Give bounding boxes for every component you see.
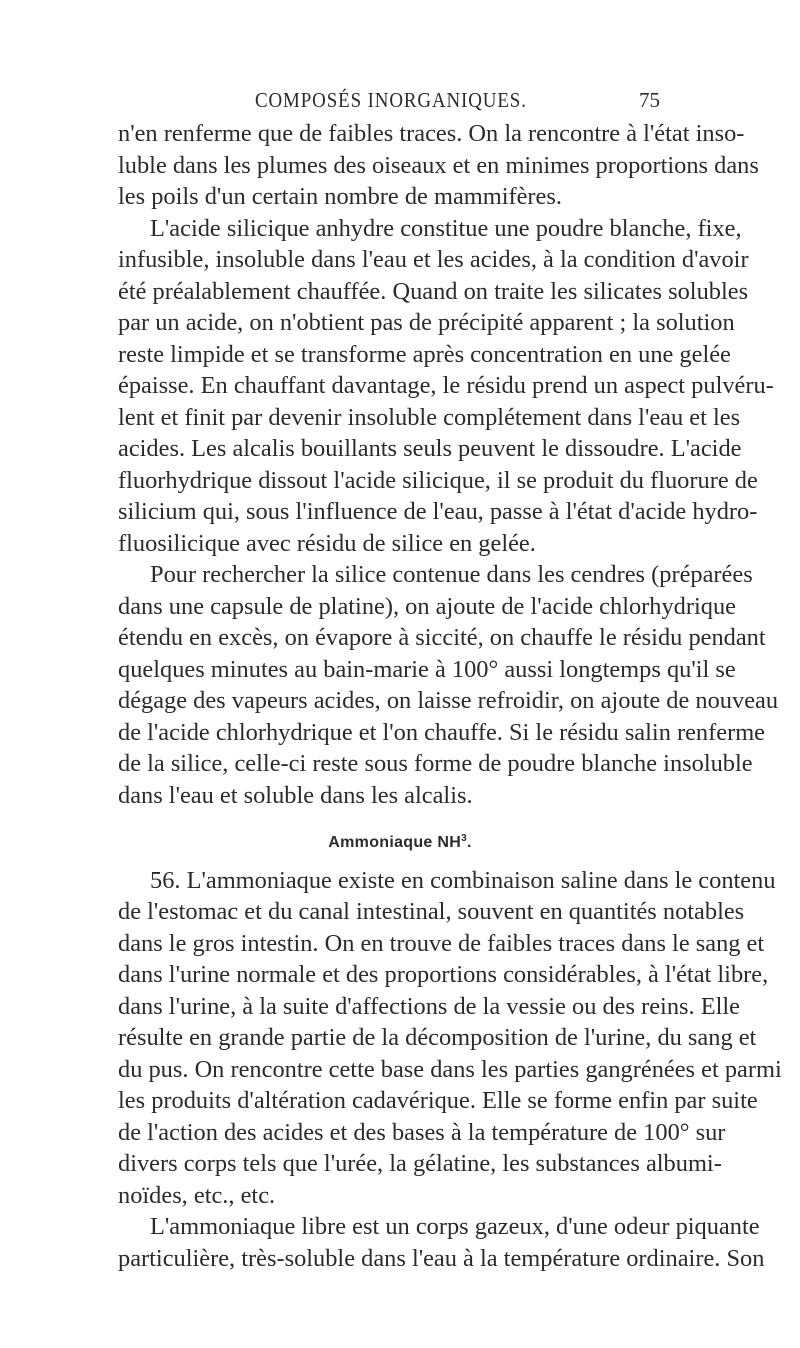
text-line: les poils d'un certain nombre de mammifères. [118,183,562,210]
paragraph-4 [118,865,782,1212]
text-line: particulière, très-soluble dans l'eau à la température ordinaire. Son [118,1244,765,1272]
body-text [118,118,782,1274]
text-line: infusible, insoluble dans l'eau et les acides, à la condition d'avoir [118,246,749,273]
text-line: de l'estomac et du canal intestinal, souvent en quantités notables [118,898,745,925]
text-line: fluorhydrique dissout l'acide silicique, il se produit du fluorure de [118,466,758,494]
section-heading [118,827,682,859]
text-line: dégage des vapeurs acides, on laisse refroidir, on ajoute de nouveau [118,687,779,714]
text-line: luble dans les plumes des oiseaux et en minimes proportions dans [118,151,759,179]
section-heading-superscript: 3 [461,833,467,844]
text-line: du pus. On rencontre cette base dans les parties gangrénées et parmi [118,1055,782,1083]
running-title: COMPOSÉS INORGANIQUES. [255,88,527,112]
text-line: 56. L'ammoniaque existe en combinaison saline dans le contenu [150,866,776,894]
text-line: n'en renferme que de faibles traces. On la rencontre à l'état inso- [118,120,745,147]
text-line: étendu en excès, on évapore à siccité, on chauffe le résidu pendant [118,624,766,651]
text-line: épaisse. En chauffant davantage, le résidu prend un aspect pulvéru- [118,372,774,399]
text-line: de l'action des acides et des bases à la température de 100° sur [118,1118,726,1146]
text-line: Pour rechercher la silice contenue dans les cendres (préparées [150,561,753,588]
paragraph-1 [118,118,759,213]
text-line: dans l'urine, à la suite d'affections de la vessie ou des reins. Elle [118,992,740,1020]
text-line: dans l'urine normale et des proportions considérables, à l'état libre, [118,961,769,988]
text-line: lent et finit par devenir insoluble complétement dans l'eau et les [118,403,741,431]
text-line: dans l'eau et soluble dans les alcalis. [118,781,473,809]
paragraph-2 [118,213,774,560]
text-line: dans le gros intestin. On en trouve de faibles traces dans le sang et [118,929,765,957]
text-line: noïdes, etc., etc. [118,1181,276,1209]
text-line: silicium qui, sous l'influence de l'eau, passe à l'état d'acide hydro- [118,498,758,525]
text-line: reste limpide et se transforme après concentration en une gelée [118,340,731,368]
page-number: 75 [639,88,660,112]
text-line: de l'acide chlorhydrique et l'on chauffe. Si le résidu salin renferme [118,718,765,746]
text-line: fluosilicique avec résidu de silice en gelée. [118,529,536,557]
section-heading-text: Ammoniaque NH [328,834,462,851]
text-line: quelques minutes au bain-marie à 100° aussi longtemps qu'il se [118,655,736,683]
running-head [0,88,800,118]
text-line: acides. Les alcalis bouillants seuls peuvent le dissoudre. L'acide [118,435,742,462]
text-line: les produits d'altération cadavérique. Elle se forme enfin par suite [118,1087,758,1114]
text-line: été préalablement chauffée. Quand on traite les silicates solubles [118,277,749,305]
text-line: de la silice, celle-ci reste sous forme de poudre blanche insoluble [118,750,753,777]
paragraph-5 [118,1211,765,1274]
text-line: L'acide silicique anhydre constitue une poudre blanche, fixe, [150,214,742,242]
text-line: dans une capsule de platine), on ajoute de l'acide chlorhydrique [118,592,736,620]
paragraph-3 [118,559,779,811]
text-line: résulte en grande partie de la décomposition de l'urine, du sang et [118,1024,757,1051]
text-line: divers corps tels que l'urée, la gélatine, les substances albumi- [118,1150,722,1177]
text-line: par un acide, on n'obtient pas de précipité apparent ; la solution [118,309,735,336]
section-heading-period: . [466,834,472,851]
text-line: L'ammoniaque libre est un corps gazeux, d'une odeur piquante [150,1213,760,1240]
